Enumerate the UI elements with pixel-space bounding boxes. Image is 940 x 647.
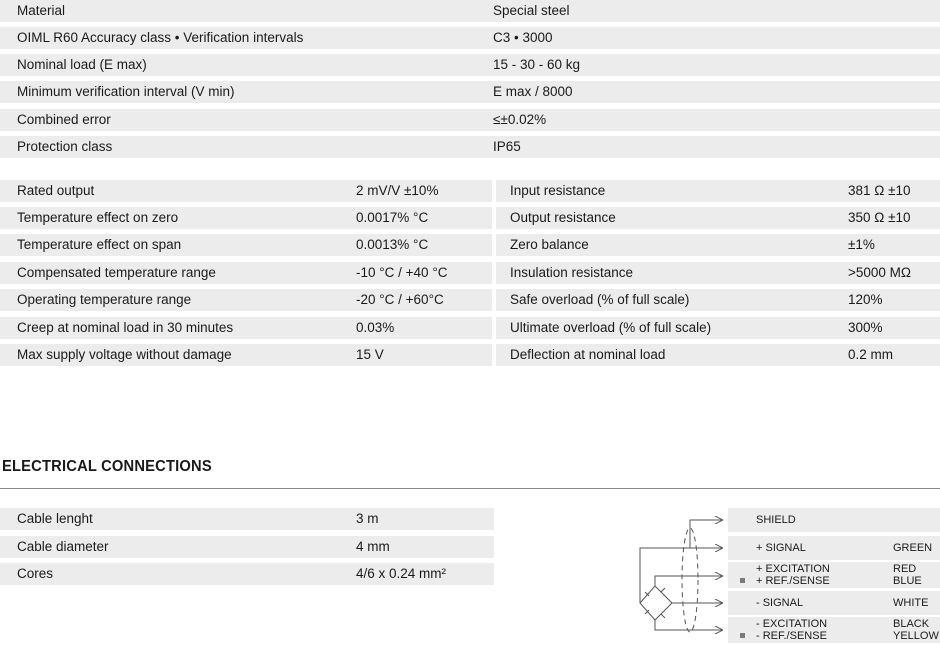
spec-label: Output resistance <box>510 210 616 225</box>
spec-value: -20 °C / +60°C <box>356 292 444 307</box>
spec-label: Temperature effect on span <box>17 237 182 252</box>
signal-minus-label: - SIGNAL <box>756 597 804 609</box>
spec-value: 15 - 30 - 60 kg <box>493 57 581 72</box>
spec-label: Rated output <box>17 183 95 198</box>
excitation-plus-wire <box>655 576 722 586</box>
spec-label: Cores <box>17 566 54 581</box>
ref-minus-color: YELLOW <box>893 630 939 642</box>
excitation-minus-wire <box>655 620 722 630</box>
excitation-minus-color: BLACK <box>893 618 930 630</box>
ref-minus-label: - REF./SENSE <box>756 630 827 642</box>
wiring-row-signal-minus <box>728 591 940 615</box>
spec-label: Cable diameter <box>17 539 109 554</box>
spec-label: Insulation resistance <box>510 265 634 280</box>
spec-label: Combined error <box>17 112 111 127</box>
spec-label: Ultimate overload (% of full scale) <box>510 320 712 335</box>
section-title: ELECTRICAL CONNECTIONS <box>2 458 212 475</box>
spec-value: 0.2 mm <box>848 347 894 362</box>
excitation-plus-label: + EXCITATION <box>756 563 830 575</box>
spec-value: 0.03% <box>356 320 395 335</box>
spec-label: Safe overload (% of full scale) <box>510 292 690 307</box>
spec-label: Cable lenght <box>17 511 93 526</box>
signal-plus-color: GREEN <box>893 542 933 554</box>
spec-value: >5000 MΩ <box>848 265 912 280</box>
sense-marker-icon <box>740 633 745 638</box>
spec-label: Minimum verification interval (V min) <box>17 84 235 99</box>
spec-value: 300% <box>848 320 883 335</box>
shield-label: SHIELD <box>756 514 796 526</box>
wiring-row-shield <box>728 508 940 532</box>
shield-wire <box>690 520 722 548</box>
spec-value: 0.0013% °C <box>356 237 429 252</box>
spec-label: Deflection at nominal load <box>510 347 666 362</box>
spec-label: Zero balance <box>510 237 589 252</box>
spec-label: Material <box>17 3 66 18</box>
spec-value: ≤±0.02% <box>493 112 547 127</box>
signal-minus-color: WHITE <box>893 597 929 609</box>
spec-value: 4/6 x 0.24 mm² <box>356 566 447 581</box>
wiring-row-signal-plus <box>728 536 940 560</box>
spec-value: 381 Ω ±10 <box>848 183 911 198</box>
spec-value: 15 V <box>356 347 384 362</box>
spec-value: 120% <box>848 292 883 307</box>
spec-value: 4 mm <box>356 539 390 554</box>
spec-value: 0.0017% °C <box>356 210 429 225</box>
spec-value: 350 Ω ±10 <box>848 210 911 225</box>
spec-label: Max supply voltage without damage <box>17 347 232 362</box>
spec-label: Protection class <box>17 139 113 154</box>
spec-value: 3 m <box>356 511 379 526</box>
spec-value: Special steel <box>493 3 570 18</box>
spec-label: Operating temperature range <box>17 292 192 307</box>
bridge-diamond <box>640 586 672 620</box>
ref-plus-label: + REF./SENSE <box>756 575 830 587</box>
wiring-row-excitation-plus <box>728 562 940 588</box>
sense-marker-icon <box>740 578 745 583</box>
spec-value: -10 °C / +40 °C <box>356 265 448 280</box>
spec-value: 2 mV/V ±10% <box>356 183 439 198</box>
spec-value: ±1% <box>848 237 875 252</box>
spec-value: C3 • 3000 <box>493 30 553 45</box>
spec-label: Nominal load (E max) <box>17 57 147 72</box>
ref-plus-color: BLUE <box>893 575 922 587</box>
spec-label: Input resistance <box>510 183 606 198</box>
spec-label: OIML R60 Accuracy class • Verification intervals <box>17 30 304 45</box>
spec-label: Temperature effect on zero <box>17 210 179 225</box>
excitation-plus-color: RED <box>893 563 917 575</box>
wiring-row-excitation-minus <box>728 617 940 643</box>
signal-plus-label: + SIGNAL <box>756 542 806 554</box>
excitation-minus-label: - EXCITATION <box>756 618 828 630</box>
spec-label: Compensated temperature range <box>17 265 216 280</box>
spec-value: IP65 <box>493 139 521 154</box>
spec-label: Creep at nominal load in 30 minutes <box>17 320 234 335</box>
spec-value: E max / 8000 <box>493 84 573 99</box>
